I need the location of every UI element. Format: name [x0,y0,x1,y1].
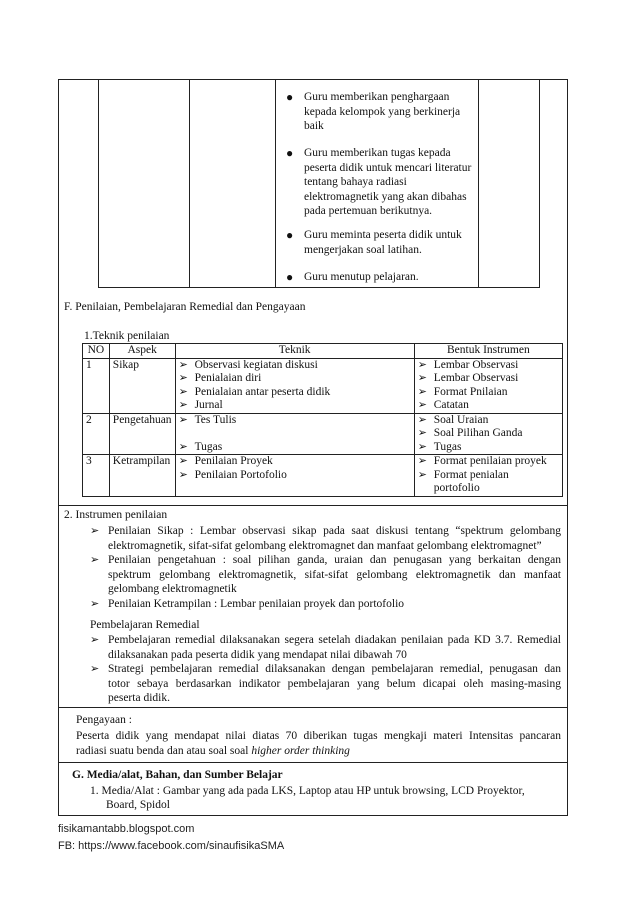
footer-blog: fisikamantabb.blogspot.com [58,823,195,835]
instrumen-item: ➢ Penilaian Ketrampilan : Lembar penilaian proyek dan portofolio [90,598,405,610]
bullet-icon: ● [286,270,294,284]
bullet-icon: ● [286,146,294,160]
instrumen-item: ➢ Penilaian Sikap : Lembar observasi sikap pada saat diskusi tentang “spektrum gelombang elektromagnetik, sifat-sifat gelombang elektromagnet dan manfaat gelombang elektromagnet” [90,525,561,552]
instrumen-title: 2. Instrumen penilaian [64,509,168,521]
teknik-table [82,343,563,497]
section-divider [58,707,567,708]
table-row: 3 Ketrampilan ➢ Penilaian Proyek ➢ Penilaian Portofolio ➢ Format penilaian proyek ➢ Format penialan portofolio [83,455,563,497]
table-row: 2 Pengetahuan ➢ Tes Tulis ➢ Tugas ➢ Soal Uraian ➢ Soal Pilihan Ganda ➢ Tugas [83,413,563,455]
arrow-bullet-icon: ➢ [90,634,100,646]
arrow-bullet-icon: ➢ [90,554,100,566]
remedial-item: ➢ Pembelajaran remedial dilaksanakan segera setelah diadakan penilaian pada KD 3.7. Remedial dilaksanakan pada peserta didik yang mendapat nilai dibawah 70 [90,634,561,661]
pengayaan-text: Peserta didik yang mendapat nilai diatas 70 diberikan tugas mengkaji materi Intensitas pancaran radiasi suatu benda dan atau soal soal higher order thinking [76,730,561,757]
bullet-icon: ● [286,228,294,242]
arrow-bullet-icon: ➢ [90,525,100,537]
section-divider [58,505,567,506]
bullet-icon: ● [286,90,294,104]
pengayaan-title: Pengayaan : [76,714,132,726]
col-aspek: Aspek [109,344,175,359]
footer-facebook: FB: https://www.facebook.com/sinaufisikaSMA [58,840,285,852]
col-teknik: Teknik [175,344,414,359]
activity-table-col2 [275,79,276,288]
media-item: 1. Media/Alat : Gambar yang ada pada LKS, Laptop atau HP untuk browsing, LCD Proyektor, Board, Spidol [90,785,525,811]
col-bentuk: Bentuk Instrumen [414,344,562,359]
section-divider [58,762,567,763]
arrow-bullet-icon: ➢ [90,663,100,675]
instrumen-item: ➢ Penilaian pengetahuan : soal pilihan ganda, uraian dan penugasan yang berkaitan dengan spektrum gelombang elektromagnetik, sifat-sifat gelombang elektromagnetik dan manfaat gelombang elektromagnetik [90,554,561,595]
activity-table-col1 [189,79,190,288]
table-row: 1 Sikap ➢ Observasi kegiatan diskusi ➢ Penialaian diri ➢ Penialaian antar peserta didik ➢ Jurnal ➢ Lembar Observasi ➢ Lembar Observasi ➢ Format Pnilaian ➢ Catatan [83,358,563,413]
table-header-row [83,344,563,359]
remedial-item: ➢ Strategi pembelajaran remedial dilaksanakan dengan pembelajaran remedial, penugasan dan totor sebaya berdasarkan indikator pembelajaran yang belum dicapai oleh masing-masing peserta didik. [90,663,561,704]
arrow-bullet-icon: ➢ [90,598,100,610]
remedial-title: Pembelajaran Remedial [90,619,200,631]
teknik-title: 1.Teknik penilaian [84,330,170,342]
section-f-heading: F. Penilaian, Pembelajaran Remedial dan Pengayaan [64,301,306,313]
section-g-heading: G. Media/alat, Bahan, dan Sumber Belajar [72,769,283,781]
col-no: NO [83,344,110,359]
